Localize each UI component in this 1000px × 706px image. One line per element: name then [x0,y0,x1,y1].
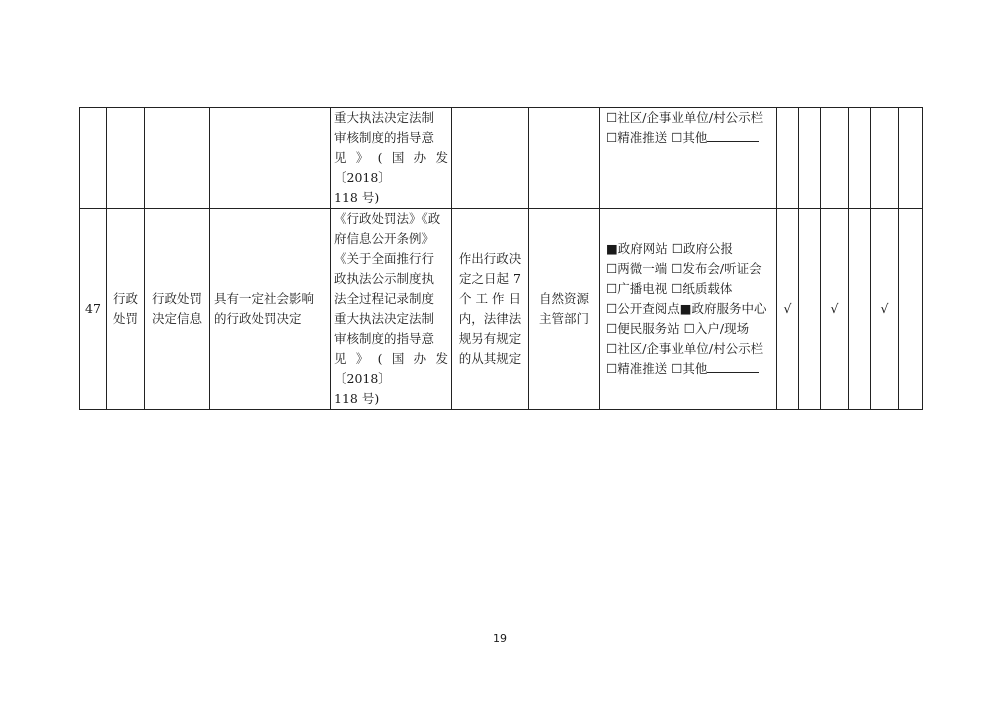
cell-mark [799,108,821,209]
cell-mark [899,209,923,410]
cell-content: 具有一定社会影响 的行政处罚决定 [210,209,331,410]
cell-subject: 自然资源 主管部门 [529,209,600,410]
cell-mark [821,108,849,209]
cell-item [145,108,210,209]
cell-category: 行政 处罚 [107,209,145,410]
cell-no [80,108,107,209]
blank-line [707,359,759,373]
check-mark: √ [821,209,849,410]
cell-mark [849,108,871,209]
table-row [80,108,923,209]
cell-time-limit [452,108,529,209]
blank-line [707,128,759,142]
cell-mark [899,108,923,209]
cell-mark [871,108,899,209]
cell-channels: ☐社区/企事业单位/村公示栏 ☐精准推送 ☐其他 [600,108,777,209]
cell-time-limit: 作出行政决 定之日起 7 个 工 作 日 内，法律法 规另有规定 的从其规定 [452,209,529,410]
cell-basis: 重大执法决定法制 审核制度的指导意 见》(国办发〔2018〕 118 号) [331,108,452,209]
cell-mark [777,108,799,209]
check-mark: √ [777,209,799,410]
disclosure-table [79,107,923,410]
table-row [80,209,923,410]
cell-basis: 《行政处罚法》《政 府信息公开条例》 《关于全面推行行 政执法公示制度执 法全过程记录制度 重大执法决定法制 审核制度的指导意 见》(国办发〔2018〕 118 号) [331,209,452,410]
cell-mark [849,209,871,410]
page-number: 19 [493,632,507,645]
check-mark: √ [871,209,899,410]
cell-content [210,108,331,209]
cell-subject [529,108,600,209]
cell-no: 47 [80,209,107,410]
cell-category [107,108,145,209]
cell-channels: ■政府网站 ☐政府公报 ☐两微一端 ☐发布会/听证会 ☐广播电视 ☐纸质载体 ☐公开查阅点■政府服务中心 ☐便民服务站 ☐入户/现场 ☐社区/企事业单位/村公示栏 ☐精准推送 ☐其他 [600,209,777,410]
cell-mark [799,209,821,410]
cell-item: 行政处罚 决定信息 [145,209,210,410]
